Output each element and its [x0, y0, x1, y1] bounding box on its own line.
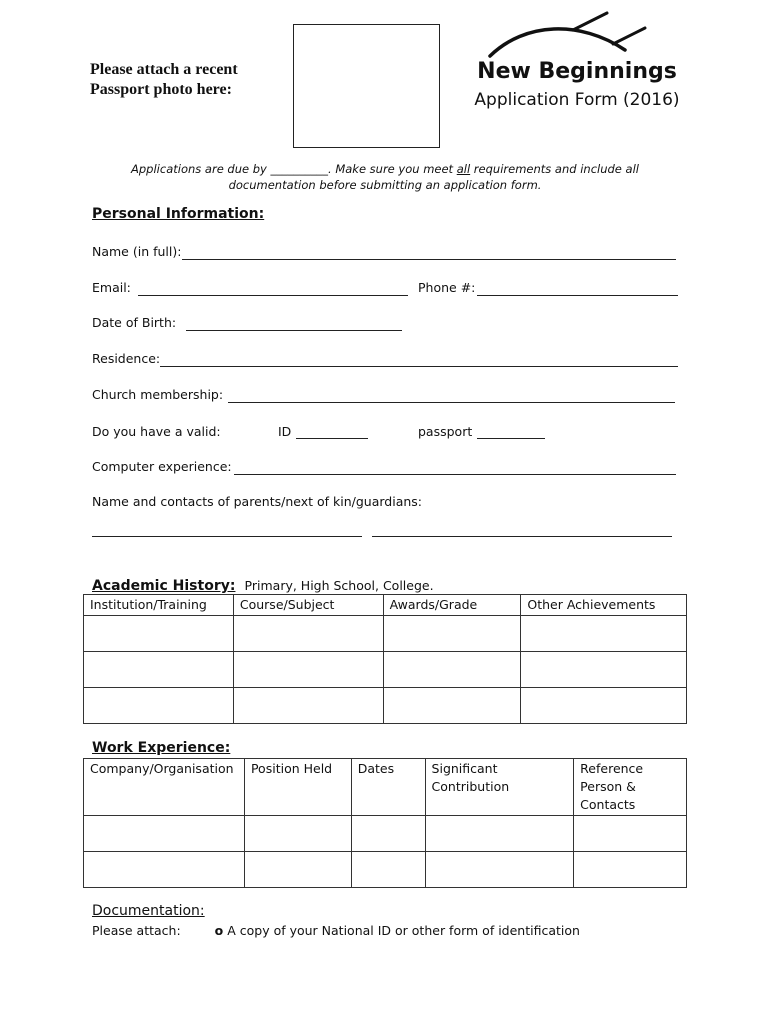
table-row: [84, 616, 687, 652]
form-title: Application Form (2016): [474, 90, 680, 110]
table-cell[interactable]: [574, 852, 687, 888]
table-cell[interactable]: [383, 688, 521, 724]
table-cell[interactable]: [84, 652, 234, 688]
work-col-position: Position Held: [244, 759, 351, 816]
personal-info-heading: Personal Information:: [92, 206, 265, 222]
table-cell[interactable]: [244, 816, 351, 852]
table-cell[interactable]: [574, 816, 687, 852]
residence-field[interactable]: [160, 366, 678, 367]
documentation-heading: Documentation:: [92, 903, 205, 919]
table-cell[interactable]: [244, 852, 351, 888]
phone-field[interactable]: [477, 295, 678, 296]
email-field[interactable]: [138, 295, 408, 296]
academic-heading-row: [92, 575, 434, 594]
academic-col-other: Other Achievements: [521, 595, 687, 616]
intro-emphasis: all: [456, 162, 471, 176]
table-cell[interactable]: [383, 616, 521, 652]
intro-text: [85, 161, 685, 193]
academic-col-awards: Awards/Grade: [383, 595, 521, 616]
intro-part2: requirements and include all: [470, 162, 639, 176]
table-cell[interactable]: [351, 852, 425, 888]
passport-label: passport: [418, 424, 473, 439]
computer-label: Computer experience:: [92, 459, 232, 474]
id-field[interactable]: [296, 438, 368, 439]
church-field[interactable]: [228, 402, 675, 403]
work-col-dates: Dates: [351, 759, 425, 816]
intro-part1: Applications are due by __________. Make sure you meet: [131, 162, 457, 176]
church-label: Church membership:: [92, 387, 224, 402]
academic-col-course: Course/Subject: [233, 595, 383, 616]
academic-subtitle: Primary, High School, College.: [244, 578, 434, 593]
table-cell[interactable]: [521, 616, 687, 652]
valid-label: Do you have a valid:: [92, 424, 221, 439]
dob-label: Date of Birth:: [92, 315, 177, 330]
table-cell[interactable]: [84, 616, 234, 652]
org-name: New Beginnings: [477, 59, 677, 84]
intro-line2: documentation before submitting an application form.: [228, 178, 542, 192]
documentation-line: [92, 923, 580, 938]
email-label: Email:: [92, 280, 131, 295]
table-cell[interactable]: [425, 852, 574, 888]
name-label: Name (in full):: [92, 244, 182, 259]
table-cell[interactable]: [233, 616, 383, 652]
intro-line1: [85, 161, 685, 177]
table-cell[interactable]: [383, 652, 521, 688]
table-cell[interactable]: [425, 816, 574, 852]
residence-label: Residence:: [92, 351, 161, 366]
table-row: [84, 816, 687, 852]
table-row: [84, 688, 687, 724]
dob-field[interactable]: [186, 330, 402, 331]
branch-logo-icon: [485, 10, 655, 60]
photo-instruction-line2: Passport photo here:: [90, 81, 232, 98]
attach-label: Please attach:: [92, 923, 181, 938]
photo-instruction-line1: Please attach a recent: [90, 61, 238, 78]
computer-field[interactable]: [234, 474, 676, 475]
id-label: ID: [278, 424, 292, 439]
name-field[interactable]: [182, 259, 676, 260]
passport-photo-box[interactable]: [293, 24, 440, 148]
photo-instructions: [90, 60, 238, 100]
academic-header-row: [84, 595, 687, 616]
work-heading: Work Experience:: [92, 740, 231, 756]
parents-label: Name and contacts of parents/next of kin/guardians:: [92, 494, 423, 509]
table-row: [84, 652, 687, 688]
table-cell[interactable]: [233, 688, 383, 724]
academic-heading: Academic History:: [92, 578, 236, 594]
parents-field-2[interactable]: [372, 536, 672, 537]
parents-field-1[interactable]: [92, 536, 362, 537]
work-col-contribution: Significant Contribution: [425, 759, 574, 816]
academic-col-institution: Institution/Training: [84, 595, 234, 616]
table-cell[interactable]: [351, 816, 425, 852]
work-header-row: [84, 759, 687, 816]
work-table: [83, 758, 687, 888]
table-cell[interactable]: [521, 652, 687, 688]
work-col-company: Company/Organisation: [84, 759, 245, 816]
table-cell[interactable]: [521, 688, 687, 724]
bullet-circle-icon: o: [214, 923, 224, 938]
table-cell[interactable]: [84, 816, 245, 852]
work-col-reference: Reference Person & Contacts: [574, 759, 687, 816]
doc-item-national-id: A copy of your National ID or other form of identification: [227, 923, 580, 938]
table-row: [84, 852, 687, 888]
academic-table: [83, 594, 687, 724]
table-cell[interactable]: [84, 688, 234, 724]
passport-field[interactable]: [477, 438, 545, 439]
table-cell[interactable]: [84, 852, 245, 888]
phone-label: Phone #:: [418, 280, 476, 295]
table-cell[interactable]: [233, 652, 383, 688]
